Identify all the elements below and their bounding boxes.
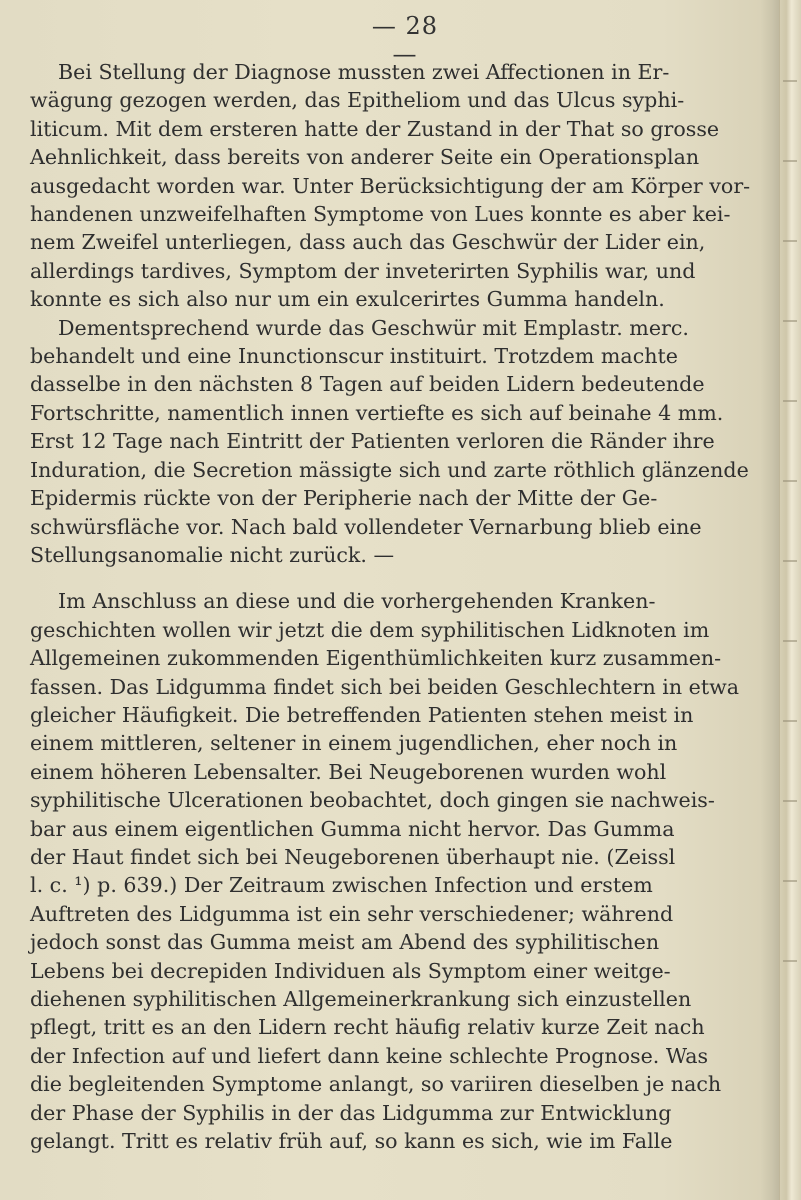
text-line: allerdings tardives, Symptom der inveterirten Syphilis war, und <box>30 258 696 283</box>
edge-mark <box>783 80 797 82</box>
edge-mark <box>783 960 797 962</box>
text-line: schwürsfläche vor. Nach bald vollendeter Vernarbung blieb eine <box>30 514 702 539</box>
text-line: Aehnlichkeit, dass bereits von anderer Seite ein Operationsplan <box>30 145 700 170</box>
text-line: dasselbe in den nächsten 8 Tagen auf beiden Lidern bedeutende <box>30 372 705 397</box>
page-gutter-shadow <box>760 0 780 1200</box>
paragraph-diagnosis <box>30 58 766 314</box>
edge-mark <box>783 160 797 162</box>
text-line: der Infection auf und liefert dann keine schlechte Prognose. Was <box>30 1043 709 1068</box>
edge-mark <box>783 320 797 322</box>
text-line: gelangt. Tritt es relativ früh auf, so kann es sich, wie im Falle <box>30 1129 673 1154</box>
text-line: Lebens bei decrepiden Individuen als Symptom einer weitge- <box>30 958 671 983</box>
edge-mark <box>783 240 797 242</box>
paragraph-summary <box>30 587 766 1155</box>
text-line: einem höheren Lebensalter. Bei Neugeborenen wurden wohl <box>30 759 667 784</box>
text-line: der Phase der Syphilis in der das Lidgumma zur Entwicklung <box>30 1100 672 1125</box>
body-text <box>30 58 766 1155</box>
text-line: Auftreten des Lidgumma ist ein sehr verschiedener; während <box>30 901 674 926</box>
text-line: geschichten wollen wir jetzt die dem syphilitischen Lidknoten im <box>30 617 710 642</box>
text-line: gleicher Häufigkeit. Die betreffenden Patienten stehen meist in <box>30 702 694 727</box>
text-line: jedoch sonst das Gumma meist am Abend des syphilitischen <box>30 930 660 955</box>
text-line: Fortschritte, namentlich innen vertiefte es sich auf beinahe 4 mm. <box>30 400 724 425</box>
text-line: fassen. Das Lidgumma findet sich bei beiden Geschlechtern in etwa <box>30 674 740 699</box>
page-number: — 28 — <box>371 12 439 68</box>
text-line: wägung gezogen werden, das Epitheliom und das Ulcus syphi- <box>30 88 685 113</box>
text-line: pflegt, tritt es an den Lidern recht häufig relativ kurze Zeit nach <box>30 1015 705 1040</box>
text-line: einem mittleren, seltener in einem jugendlichen, eher noch in <box>30 731 678 756</box>
text-line: syphilitische Ulcerationen beobachtet, doch gingen sie nachweis- <box>30 788 715 813</box>
edge-mark <box>783 720 797 722</box>
text-line: der Haut findet sich bei Neugeborenen überhaupt nie. (Zeissl <box>30 844 676 869</box>
text-line: diehenen syphilitischen Allgemeinerkrankung sich einzustellen <box>30 987 692 1011</box>
text-line: Dementsprechend wurde das Geschwür mit Emplastr. merc. <box>58 315 689 340</box>
text-line: nem Zweifel unterliegen, dass auch das Geschwür der Lider ein, <box>30 230 706 255</box>
text-line: die begleitenden Symptome anlangt, so variiren dieselben je nach <box>30 1072 722 1097</box>
paragraph-treatment <box>30 314 766 570</box>
text-line: ausgedacht worden war. Unter Berücksichtigung der am Körper vor- <box>30 173 751 198</box>
paragraph-gap <box>30 569 766 587</box>
text-line: liticum. Mit dem ersteren hatte der Zustand in der That so grosse <box>30 116 720 141</box>
edge-mark <box>783 480 797 482</box>
edge-mark <box>783 800 797 802</box>
edge-mark <box>783 560 797 562</box>
text-line: Allgemeinen zukommenden Eigenthümlichkeiten kurz zusammen- <box>30 646 722 671</box>
adjacent-page-edge <box>779 0 801 1200</box>
text-line: Induration, die Secretion mässigte sich und zarte röthlich glänzende <box>30 457 749 482</box>
text-line: Stellungsanomalie nicht zurück. — <box>30 542 395 567</box>
text-line: behandelt und eine Inunctionscur instituirt. Trotzdem machte <box>30 344 678 369</box>
edge-mark <box>783 640 797 642</box>
text-line: Bei Stellung der Diagnose mussten zwei Affectionen in Er- <box>58 60 670 84</box>
edge-mark <box>783 400 797 402</box>
text-line: handenen unzweifelhaften Symptome von Lues konnte es aber kei- <box>30 202 731 227</box>
text-line: konnte es sich also nur um ein exulcerirtes Gumma handeln. <box>30 287 665 312</box>
text-line: Erst 12 Tage nach Eintritt der Patienten verloren die Ränder ihre <box>30 429 715 454</box>
text-line: bar aus einem eigentlichen Gumma nicht hervor. Das Gumma <box>30 816 675 841</box>
text-line: Epidermis rückte von der Peripherie nach der Mitte der Ge- <box>30 486 658 511</box>
text-line: Im Anschluss an diese und die vorhergehenden Kranken- <box>58 589 656 614</box>
text-line: l. c. ¹) p. 639.) Der Zeitraum zwischen Infection und erstem <box>30 873 653 898</box>
edge-mark <box>783 880 797 882</box>
